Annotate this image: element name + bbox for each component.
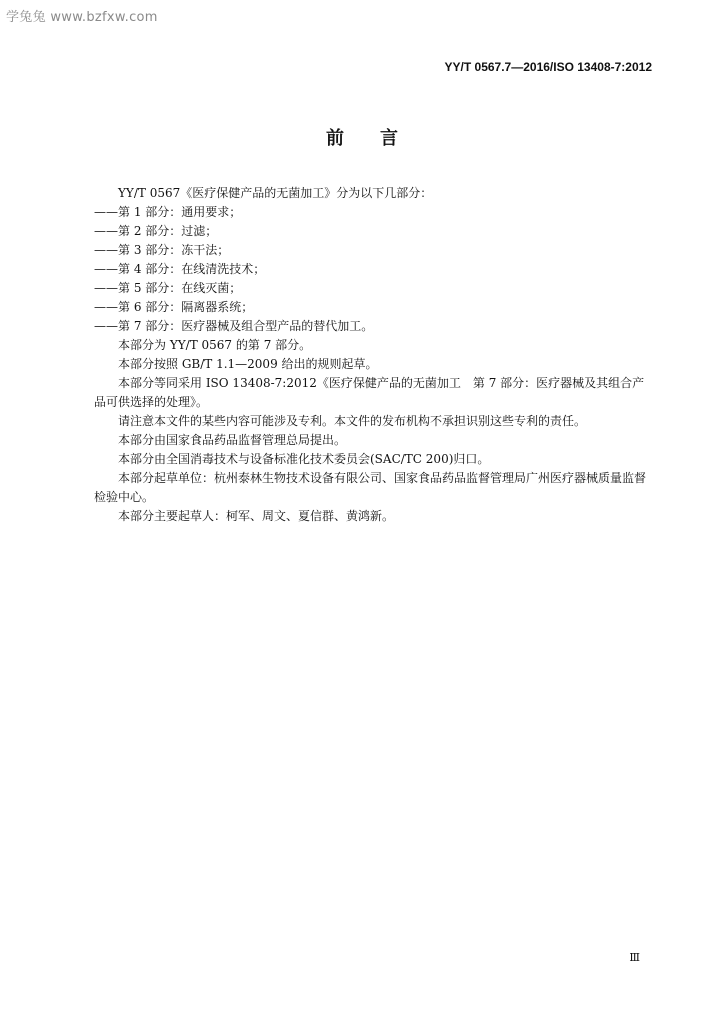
page-number: Ⅲ: [629, 951, 640, 964]
paragraph-part-number: 本部分为 YY/T 0567 的第 7 部分。: [118, 338, 312, 352]
paragraph-drafting-rules: 本部分按照 GB/T 1.1—2009 给出的规则起草。: [118, 357, 378, 371]
list-item-part-5: ——第 5 部分：在线灭菌；: [94, 281, 242, 295]
intro-paragraph: YY/T 0567《医疗保健产品的无菌加工》分为以下几部分：: [118, 186, 433, 200]
paragraph-patent-notice: 请注意本文件的某些内容可能涉及专利。本文件的发布机构不承担识别这些专利的责任。: [118, 414, 587, 428]
list-item-part-2: ——第 2 部分：过滤；: [94, 224, 218, 238]
list-item-part-1: ——第 1 部分：通用要求；: [94, 205, 242, 219]
standard-code: YY/T 0567.7—2016/ISO 13408-7:2012: [444, 60, 652, 74]
paragraph-proposed-by: 本部分由国家食品药品监督管理总局提出。: [118, 433, 347, 447]
list-item-part-4: ——第 4 部分：在线清洗技术；: [94, 262, 266, 276]
page-title: 前言: [326, 128, 434, 149]
paragraph-adoption: 本部分等同采用 ISO 13408-7:2012《医疗保健产品的无菌加工 第 7 部分：医疗器械及其组合产品可供选择的处理》。: [94, 376, 645, 409]
paragraph-drafting-units: 本部分起草单位：杭州泰林生物技术设备有限公司、国家食品药品监督管理局广州医疗器械质量监督检验中心。: [94, 471, 647, 504]
paragraph-managed-by: 本部分由全国消毒技术与设备标准化技术委员会(SAC/TC 200)归口。: [118, 452, 490, 466]
list-item-part-6: ——第 6 部分：隔离器系统；: [94, 300, 254, 314]
watermark: 学兔兔 www.bzfxw.com: [6, 10, 158, 25]
list-item-part-3: ——第 3 部分：冻干法；: [94, 243, 230, 257]
list-item-part-7: ——第 7 部分：医疗器械及组合型产品的替代加工。: [94, 319, 374, 333]
paragraph-drafters: 本部分主要起草人：柯军、周文、夏信群、黄鸿新。: [118, 509, 395, 523]
document-body: [94, 184, 654, 526]
